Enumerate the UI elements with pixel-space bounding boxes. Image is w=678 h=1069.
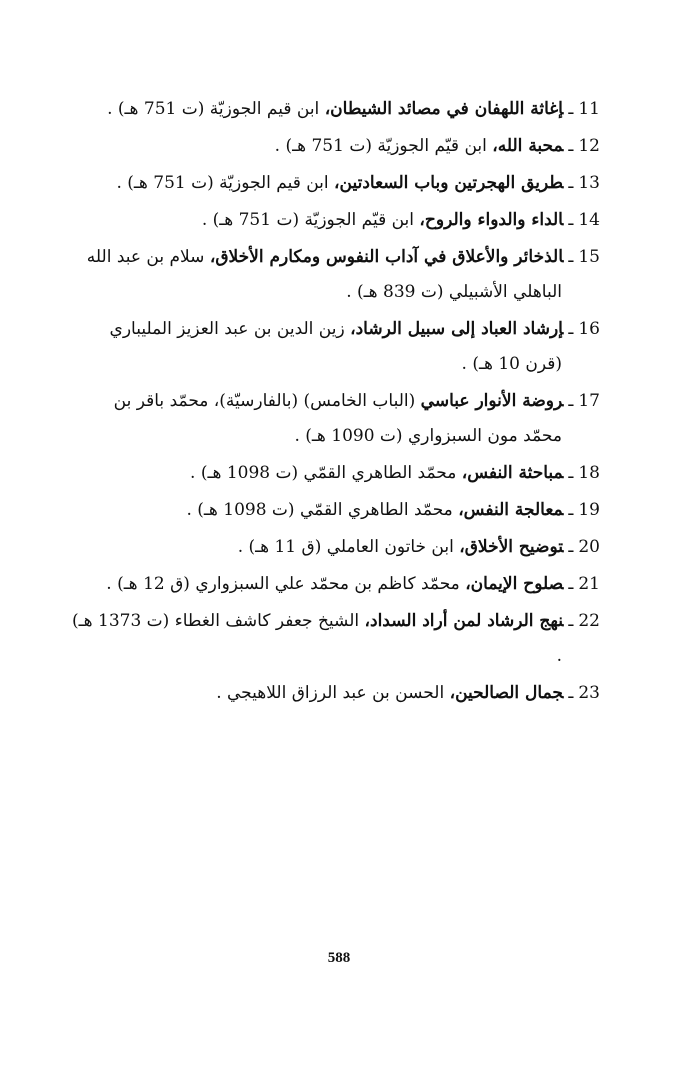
entry-details: ابن قيّم الجوزيّة (ت 751 هـ) .	[201, 210, 414, 230]
entry-number: 19	[578, 500, 600, 520]
entry-number: 22	[578, 611, 600, 631]
entry-dash: ـ	[568, 683, 574, 703]
list-item	[70, 676, 600, 711]
entry-title: الداء والدواء والروح،	[419, 210, 564, 230]
entry-number: 18	[578, 463, 600, 483]
page-number: 588	[327, 950, 351, 966]
list-item	[70, 240, 600, 310]
entry-number: 16	[578, 319, 600, 339]
list-item	[70, 203, 600, 238]
entry-details: محمّد الطاهري القمّي (ت 1098 هـ) .	[186, 500, 453, 520]
entry-number: 12	[578, 136, 600, 156]
entry-number: 21	[578, 574, 600, 594]
entry-dash: ـ	[568, 611, 574, 631]
entry-dash: ـ	[568, 500, 574, 520]
entry-number: 23	[578, 683, 600, 703]
entry-details: الحسن بن عبد الرزاق اللاهيجي .	[216, 683, 445, 703]
entry-title: إغاثة اللهفان في مصائد الشيطان،	[324, 99, 564, 119]
list-item	[70, 312, 600, 382]
entry-dash: ـ	[568, 574, 574, 594]
list-item	[70, 604, 600, 674]
entry-details: محمّد كاظم بن محمّد علي السبزواري (ق 12 هـ) .	[106, 574, 460, 594]
entry-number: 13	[578, 173, 600, 193]
list-item	[70, 384, 600, 454]
list-item	[70, 530, 600, 565]
entry-dash: ـ	[568, 210, 574, 230]
list-item	[70, 456, 600, 491]
entry-details: ابن خاتون العاملي (ق 11 هـ) .	[237, 537, 454, 557]
entry-details: الشيخ جعفر كاشف الغطاء (ت 1373 هـ) .	[72, 611, 562, 666]
list-item	[70, 493, 600, 528]
entry-number: 20	[578, 537, 600, 557]
entry-dash: ـ	[568, 173, 574, 193]
entry-title: جمال الصالحين،	[449, 683, 564, 703]
bibliography-list	[70, 92, 600, 713]
entry-dash: ـ	[568, 537, 574, 557]
entry-details: ابن قيم الجوزيّة (ت 751 هـ) .	[116, 173, 329, 193]
entry-dash: ـ	[568, 136, 574, 156]
entry-title: الذخائر والأعلاق في آداب النفوس ومكارم الأخلاق،	[209, 247, 564, 267]
entry-title: طريق الهجرتين وباب السعادتين،	[334, 173, 564, 193]
entry-details: محمّد الطاهري القمّي (ت 1098 هـ) .	[190, 463, 457, 483]
entry-title: مباحثة النفس،	[461, 463, 564, 483]
list-item	[70, 129, 600, 164]
entry-title: معالجة النفس،	[458, 500, 564, 520]
entry-dash: ـ	[568, 463, 574, 483]
entry-number: 11	[578, 99, 600, 119]
list-item	[70, 567, 600, 602]
entry-title: نهج الرشاد لمن أراد السداد،	[364, 611, 564, 631]
entry-dash: ـ	[568, 391, 574, 411]
entry-dash: ـ	[568, 319, 574, 339]
entry-details: ابن قيّم الجوزيّة (ت 751 هـ) .	[274, 136, 487, 156]
list-item	[70, 92, 600, 127]
entry-number: 17	[578, 391, 600, 411]
entry-title: إرشاد العباد إلى سبيل الرشاد،	[350, 319, 564, 339]
entry-number: 15	[578, 247, 600, 267]
entry-details: زين الدين بن عبد العزيز المليباري (قرن 10 هـ) .	[109, 319, 562, 374]
entry-title: صلوح الإيمان،	[465, 574, 564, 594]
entry-title: توضيح الأخلاق،	[459, 537, 564, 557]
entry-number: 14	[578, 210, 600, 230]
entry-title: روضة الأنوار عباسي	[420, 391, 564, 411]
entry-dash: ـ	[568, 247, 574, 267]
entry-details: ابن قيم الجوزيّة (ت 751 هـ) .	[107, 99, 320, 119]
entry-dash: ـ	[568, 99, 574, 119]
entry-title: محبة الله،	[492, 136, 564, 156]
entry-details: سلام بن عبد الله الباهلي الأشبيلي (ت 839 هـ) .	[86, 247, 562, 302]
list-item	[70, 166, 600, 201]
entry-details: (الباب الخامس) (بالفارسيّة)، محمّد باقر بن محمّد مون السبزواري (ت 1090 هـ) .	[113, 391, 562, 446]
